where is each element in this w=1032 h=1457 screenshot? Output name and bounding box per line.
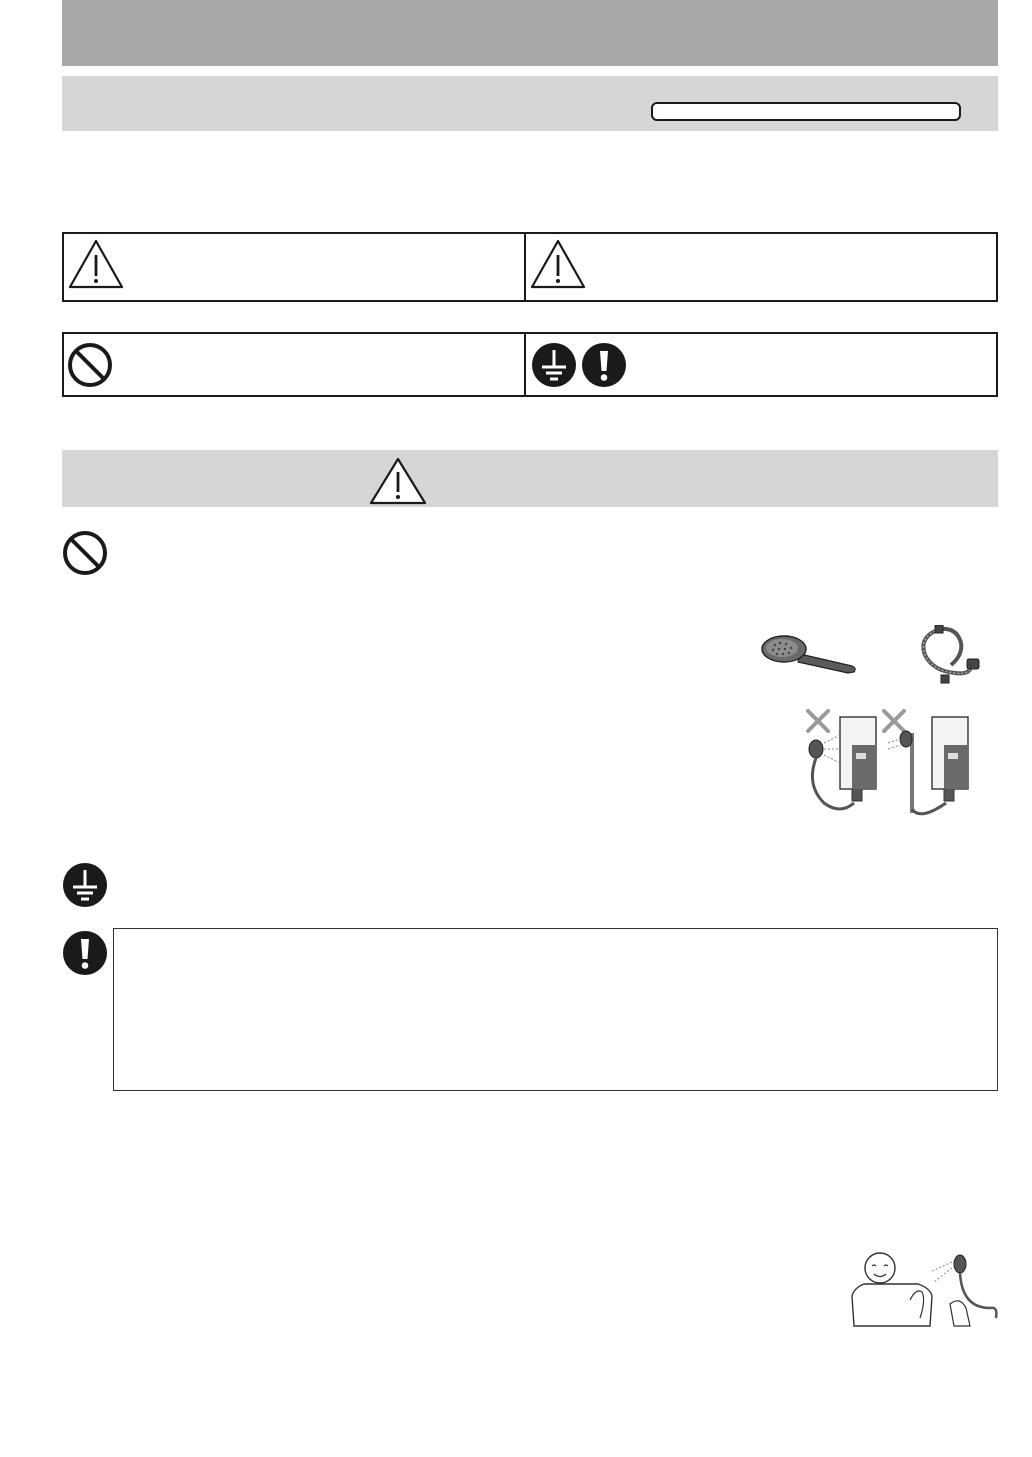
prohibited-icon [62,530,108,576]
no-spray-heater-illustration [800,705,1000,825]
exclamation-icon [62,930,108,976]
ground-icon [62,862,108,908]
ground-icon [531,342,577,388]
child-bathing-illustration [850,1248,1000,1330]
warning-section-header [62,450,998,507]
shower-head-illustration [760,632,860,674]
prohibited-icon [67,342,113,388]
exclamation-icon [581,342,627,388]
legend-divider [524,232,526,302]
legend-row-symbols [62,332,998,397]
warning-triangle-icon [68,238,124,290]
legend-divider [524,332,526,397]
caution-triangle-icon [530,238,586,290]
model-field [651,102,961,121]
notice-box [113,928,998,1091]
warning-triangle-icon [369,457,427,505]
page-title-bar [62,0,998,66]
shower-hose-illustration [915,625,985,687]
